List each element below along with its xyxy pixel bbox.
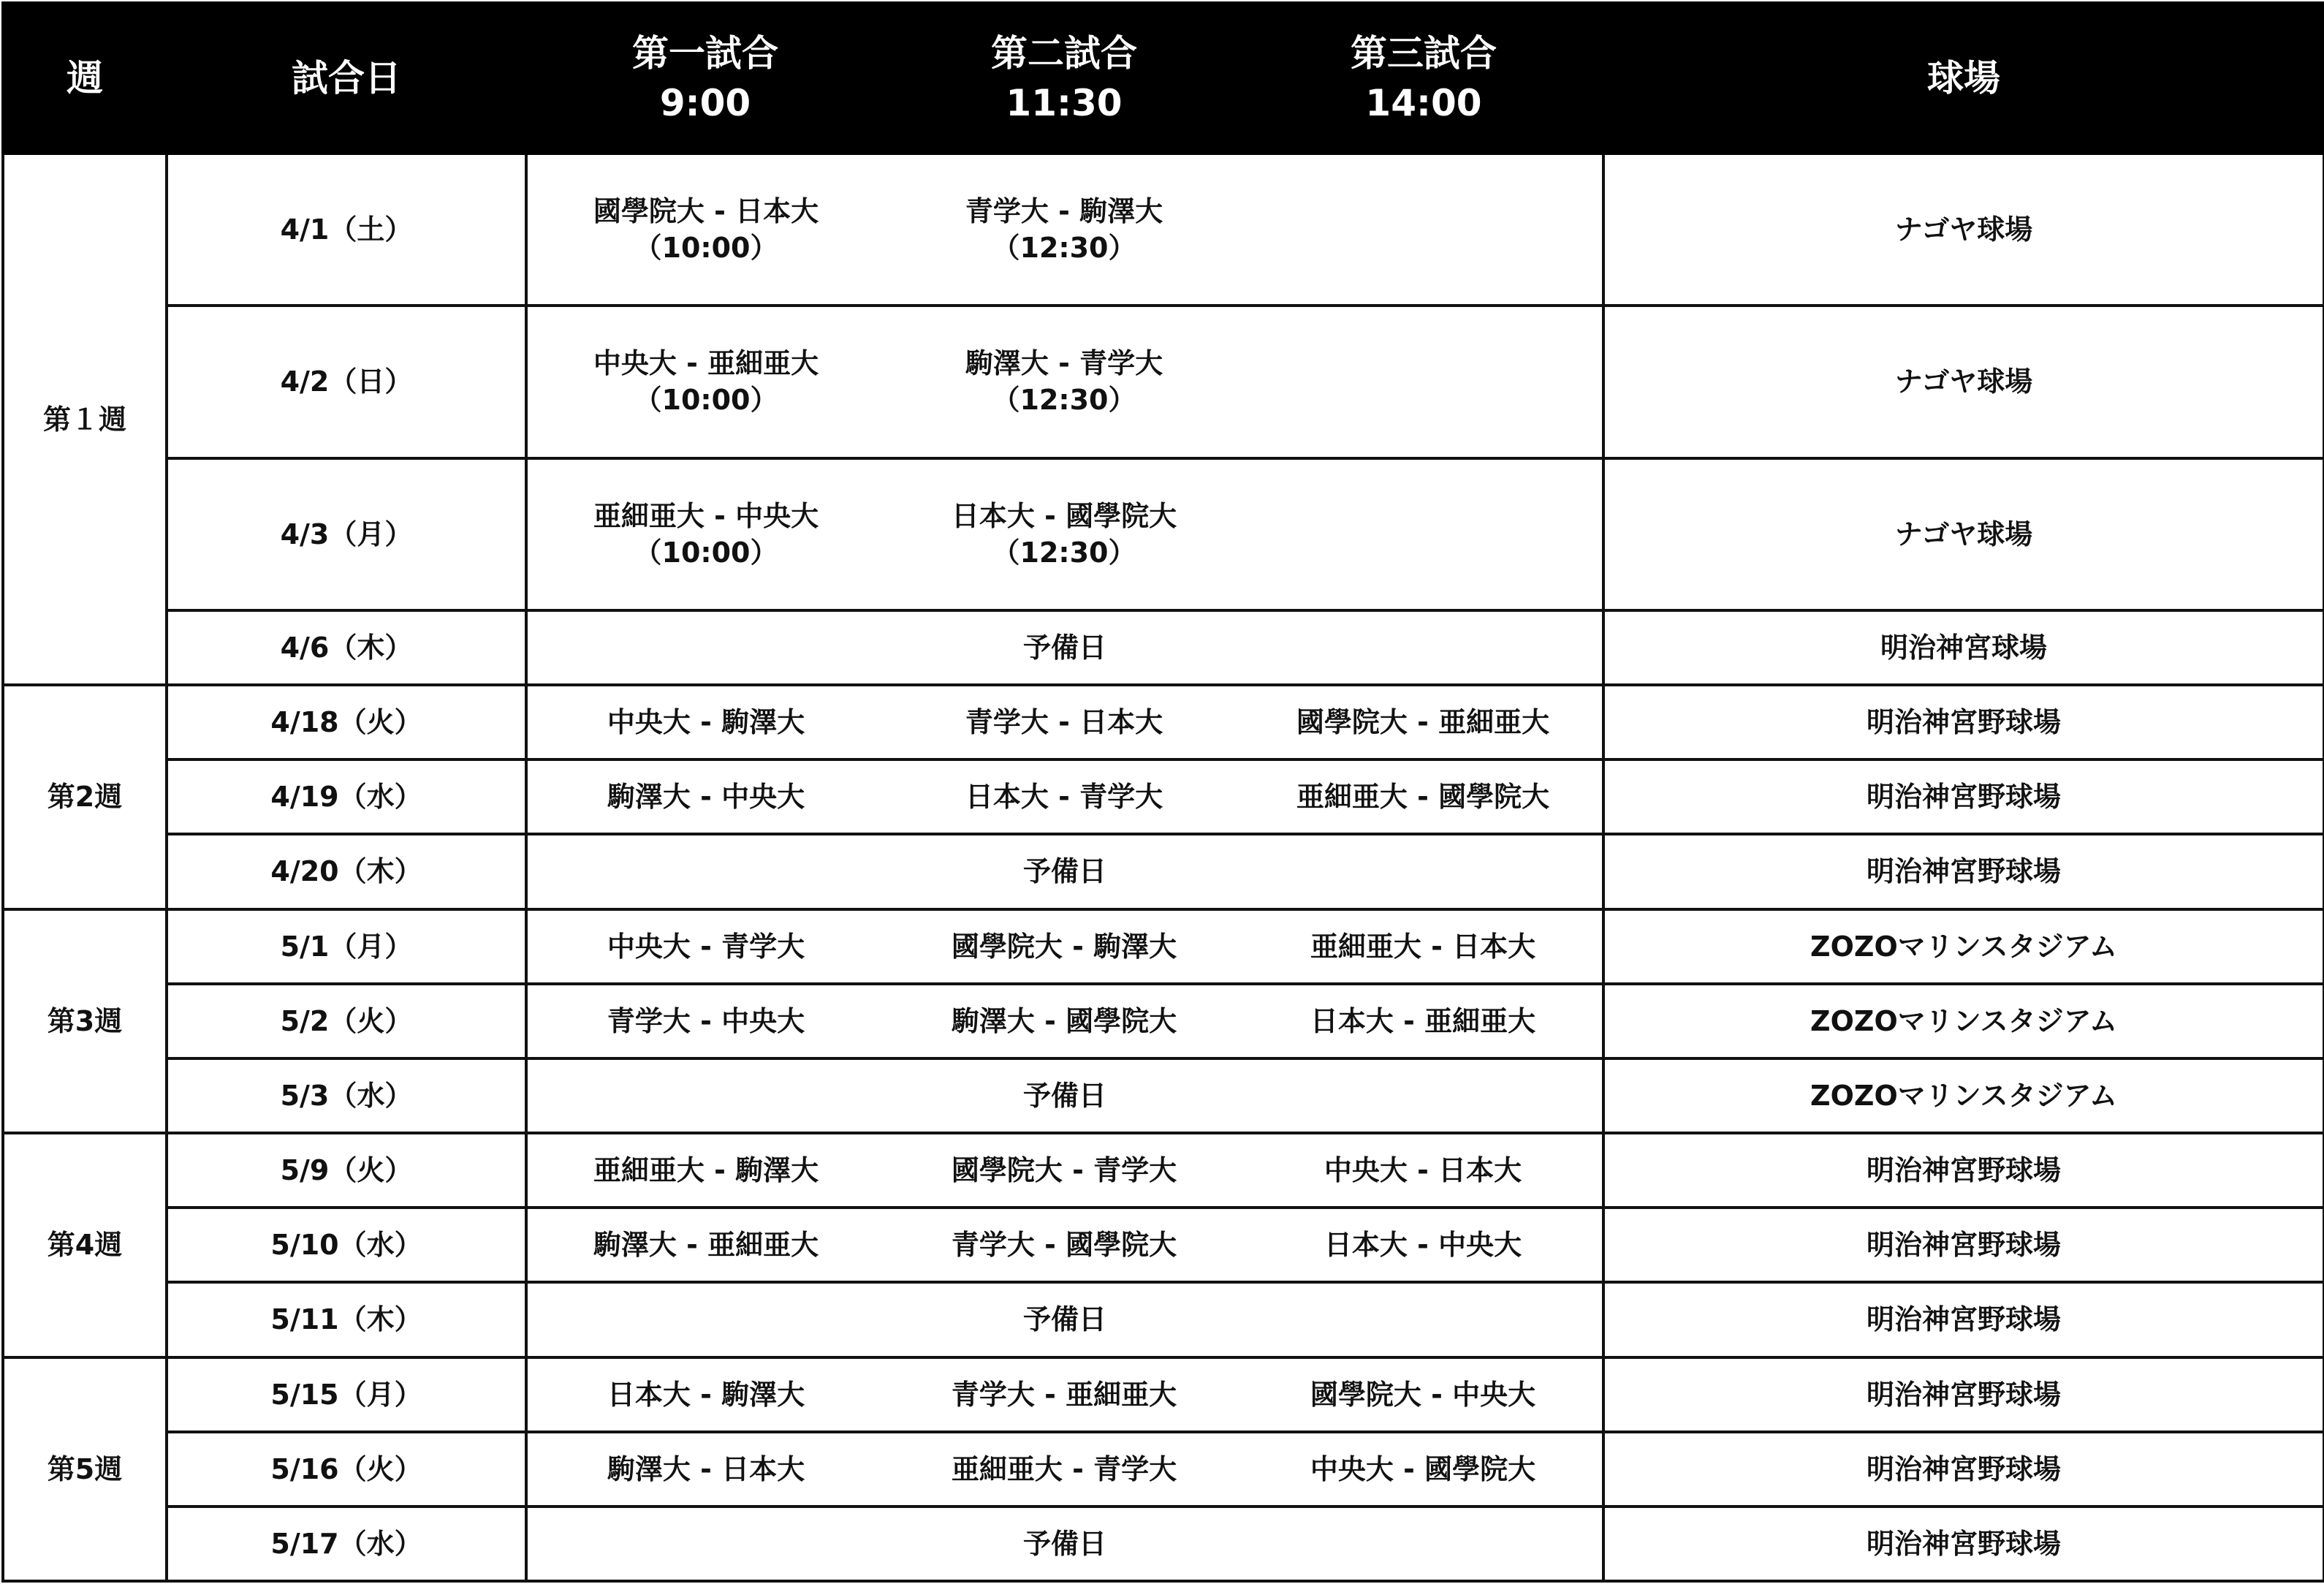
match-date: 5/9（火） — [167, 1133, 526, 1208]
game1-matchup: 國學院大 - 日本大 — [593, 195, 819, 228]
game2-cell — [884, 458, 1244, 610]
game3-cell — [1244, 154, 1603, 306]
game2-start-time: （12:30） — [992, 384, 1136, 417]
header-game1-time: 9:00 — [659, 82, 751, 124]
header-game1 — [526, 3, 884, 154]
game1-cell: 駒澤大 - 日本大 — [526, 1432, 884, 1507]
table-row — [3, 458, 2324, 610]
match-date: 5/1（月） — [167, 909, 526, 984]
game2-cell: 青学大 - 國學院大 — [884, 1208, 1244, 1282]
match-date: 5/10（水） — [167, 1208, 526, 1282]
table-row — [3, 909, 2324, 984]
game2-cell — [884, 306, 1244, 458]
venue: ZOZOマリンスタジアム — [1603, 909, 2324, 984]
header-row — [3, 3, 2324, 154]
venue: 明治神宮野球場 — [1603, 1432, 2324, 1507]
game1-cell: 中央大 - 青学大 — [526, 909, 884, 984]
game3-cell — [1244, 306, 1603, 458]
game2-cell: 駒澤大 - 國學院大 — [884, 984, 1244, 1058]
game3-cell: 國學院大 - 中央大 — [1244, 1357, 1603, 1432]
venue: 明治神宮球場 — [1603, 610, 2324, 685]
table-row — [3, 685, 2324, 759]
week-label: 第5週 — [3, 1357, 167, 1582]
match-date: 4/19（水） — [167, 759, 526, 834]
match-date: 4/3（月） — [167, 458, 526, 610]
match-date: 5/16（火） — [167, 1432, 526, 1507]
match-date: 4/6（木） — [167, 610, 526, 685]
header-game3-title: 第三試合 — [1351, 32, 1497, 75]
game1-start-time: （10:00） — [634, 232, 778, 265]
venue: ZOZOマリンスタジアム — [1603, 1058, 2324, 1133]
venue: 明治神宮野球場 — [1603, 834, 2324, 909]
game3-cell: 中央大 - 日本大 — [1244, 1133, 1603, 1208]
game1-matchup: 亜細亜大 - 中央大 — [593, 499, 819, 532]
venue: 明治神宮野球場 — [1603, 1208, 2324, 1282]
game1-cell — [526, 154, 884, 306]
match-date: 5/11（木） — [167, 1282, 526, 1357]
game1-cell: 駒澤大 - 中央大 — [526, 759, 884, 834]
venue: ナゴヤ球場 — [1603, 306, 2324, 458]
header-game1-title: 第一試合 — [632, 32, 778, 75]
game1-start-time: （10:00） — [634, 536, 778, 569]
table-row — [3, 834, 2324, 909]
table-row — [3, 306, 2324, 458]
header-game2-title: 第二試合 — [991, 32, 1137, 75]
venue: ナゴヤ球場 — [1603, 154, 2324, 306]
game2-cell — [884, 154, 1244, 306]
schedule-table — [1, 1, 2324, 1583]
match-date: 4/20（木） — [167, 834, 526, 909]
game1-cell: 日本大 - 駒澤大 — [526, 1357, 884, 1432]
game3-cell: 亜細亜大 - 日本大 — [1244, 909, 1603, 984]
game2-start-time: （12:30） — [992, 232, 1136, 265]
game3-cell — [1244, 458, 1603, 610]
match-date: 4/2（日） — [167, 306, 526, 458]
table-row — [3, 1357, 2324, 1432]
table-row — [3, 1058, 2324, 1133]
table-row — [3, 154, 2324, 306]
reserve-day: 予備日 — [526, 1507, 1603, 1581]
game1-cell: 駒澤大 - 亜細亜大 — [526, 1208, 884, 1282]
venue: 明治神宮野球場 — [1603, 1133, 2324, 1208]
game2-matchup: 駒澤大 - 青学大 — [965, 347, 1163, 380]
game1-cell: 青学大 - 中央大 — [526, 984, 884, 1058]
table-row — [3, 1133, 2324, 1208]
week-label: 第4週 — [3, 1133, 167, 1357]
table-row — [3, 1432, 2324, 1507]
game2-start-time: （12:30） — [992, 536, 1136, 569]
table-row — [3, 610, 2324, 685]
game1-cell: 中央大 - 駒澤大 — [526, 685, 884, 759]
game2-cell: 亜細亜大 - 青学大 — [884, 1432, 1244, 1507]
game1-matchup: 中央大 - 亜細亜大 — [593, 347, 819, 380]
reserve-day: 予備日 — [526, 1058, 1603, 1133]
venue: ZOZOマリンスタジアム — [1603, 984, 2324, 1058]
game1-start-time: （10:00） — [634, 384, 778, 417]
game3-cell: 國學院大 - 亜細亜大 — [1244, 685, 1603, 759]
table-row — [3, 1208, 2324, 1282]
game3-cell: 中央大 - 國學院大 — [1244, 1432, 1603, 1507]
game3-cell: 亜細亜大 - 國學院大 — [1244, 759, 1603, 834]
table-row — [3, 984, 2324, 1058]
match-date: 4/1（土） — [167, 154, 526, 306]
match-date: 5/15（月） — [167, 1357, 526, 1432]
reserve-day: 予備日 — [526, 834, 1603, 909]
header-venue: 球場 — [1603, 3, 2324, 154]
game2-matchup: 青学大 - 駒澤大 — [965, 195, 1163, 228]
match-date: 5/17（水） — [167, 1507, 526, 1581]
game2-cell: 國學院大 - 駒澤大 — [884, 909, 1244, 984]
header-game2-time: 11:30 — [1006, 82, 1123, 124]
game3-cell: 日本大 - 亜細亜大 — [1244, 984, 1603, 1058]
game1-cell — [526, 306, 884, 458]
game2-cell: 青学大 - 日本大 — [884, 685, 1244, 759]
table-row — [3, 1282, 2324, 1357]
reserve-day: 予備日 — [526, 1282, 1603, 1357]
week-label: 第2週 — [3, 685, 167, 909]
schedule-page — [1, 1, 2323, 1583]
game2-matchup: 日本大 - 國學院大 — [951, 499, 1177, 532]
match-date: 5/3（水） — [167, 1058, 526, 1133]
game1-cell — [526, 458, 884, 610]
header-game3 — [1244, 3, 1603, 154]
header-game3-time: 14:00 — [1365, 82, 1482, 124]
venue: 明治神宮野球場 — [1603, 685, 2324, 759]
table-row — [3, 759, 2324, 834]
venue: 明治神宮野球場 — [1603, 759, 2324, 834]
venue: 明治神宮野球場 — [1603, 1357, 2324, 1432]
week-label: 第3週 — [3, 909, 167, 1133]
game2-cell: 國學院大 - 青学大 — [884, 1133, 1244, 1208]
venue: 明治神宮野球場 — [1603, 1282, 2324, 1357]
game2-cell: 日本大 - 青学大 — [884, 759, 1244, 834]
game1-cell: 亜細亜大 - 駒澤大 — [526, 1133, 884, 1208]
header-week: 週 — [3, 3, 167, 154]
header-game2 — [884, 3, 1244, 154]
match-date: 5/2（火） — [167, 984, 526, 1058]
week-label: 第１週 — [3, 154, 167, 685]
reserve-day: 予備日 — [526, 610, 1603, 685]
game2-cell: 青学大 - 亜細亜大 — [884, 1357, 1244, 1432]
table-row — [3, 1507, 2324, 1581]
game3-cell: 日本大 - 中央大 — [1244, 1208, 1603, 1282]
venue: 明治神宮野球場 — [1603, 1507, 2324, 1581]
header-date: 試合日 — [167, 3, 526, 154]
match-date: 4/18（火） — [167, 685, 526, 759]
venue: ナゴヤ球場 — [1603, 458, 2324, 610]
